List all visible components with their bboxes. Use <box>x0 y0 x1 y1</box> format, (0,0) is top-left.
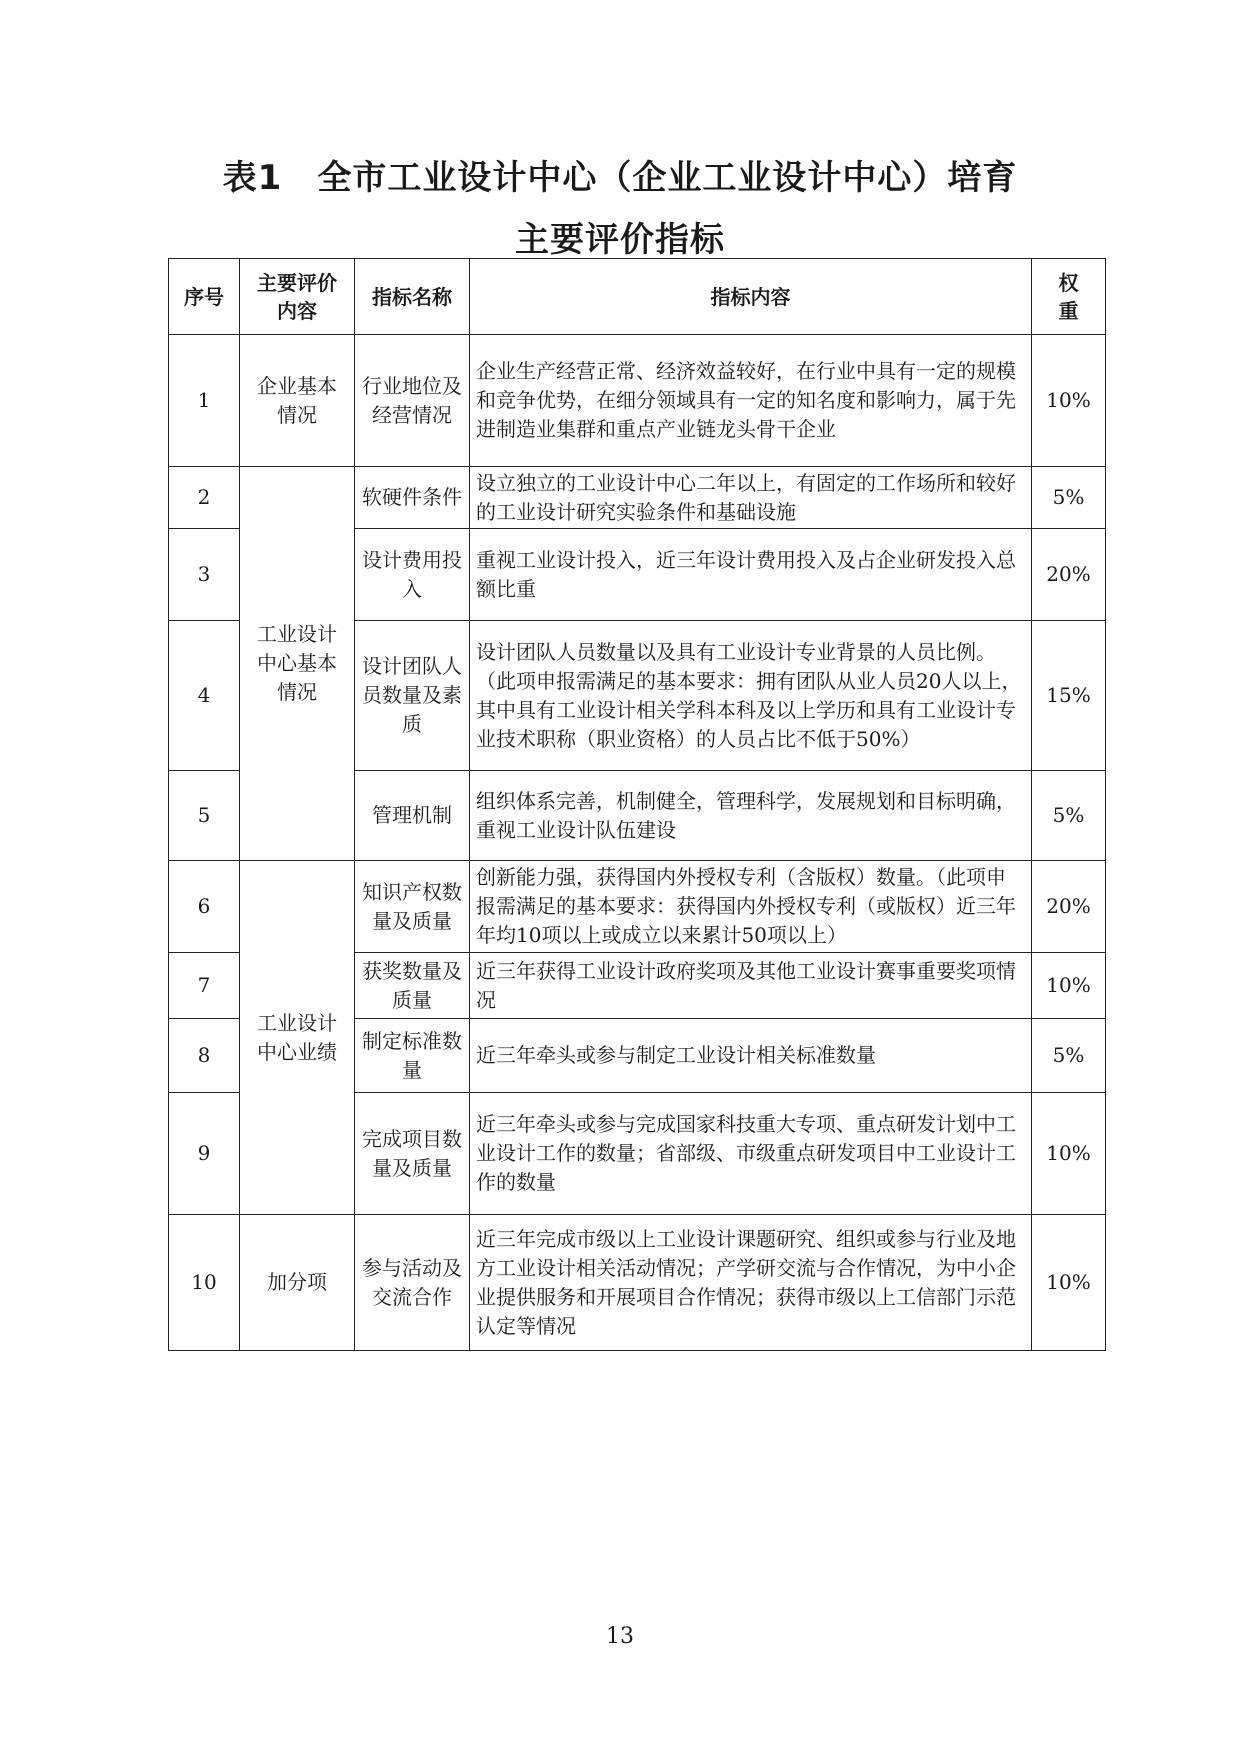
row-seq: 2 <box>169 467 240 529</box>
row-seq: 7 <box>169 953 240 1019</box>
table-row <box>169 467 1106 529</box>
row-weight: 10% <box>1032 1215 1106 1351</box>
table-title-line-2: 主要评价指标 <box>515 220 725 260</box>
row-weight: 10% <box>1032 1093 1106 1215</box>
row-weight: 20% <box>1032 861 1106 953</box>
row-indicator-name: 管理机制 <box>355 771 470 861</box>
row-indicator-content: 重视工业设计投入，近三年设计费用投入及占企业研发投入总额比重 <box>470 529 1032 621</box>
row-seq: 6 <box>169 861 240 953</box>
row-indicator-name: 完成项目数量及质量 <box>355 1093 470 1215</box>
row-weight: 15% <box>1032 621 1106 771</box>
row-indicator-content: 创新能力强，获得国内外授权专利（含版权）数量。（此项申报需满足的基本要求：获得国内外授权专利（或版权）近三年年均10项以上或成立以来累计50项以上） <box>470 861 1032 953</box>
row-category: 工业设计中心业绩 <box>240 861 355 1215</box>
header-seq: 序号 <box>169 259 240 335</box>
row-indicator-name: 制定标准数量 <box>355 1019 470 1093</box>
row-indicator-name: 参与活动及交流合作 <box>355 1215 470 1351</box>
row-indicator-name: 软硬件条件 <box>355 467 470 529</box>
page-number: 13 <box>606 1624 634 1649</box>
header-weight <box>1032 259 1106 335</box>
row-weight: 5% <box>1032 467 1106 529</box>
evaluation-indicator-table <box>168 258 1106 1351</box>
row-indicator-content: 近三年牵头或参与完成国家科技重大专项、重点研发计划中工业设计工作的数量；省部级、市级重点研发项目中工业设计工作的数量 <box>470 1093 1032 1215</box>
row-category: 企业基本情况 <box>240 335 355 467</box>
row-indicator-name: 设计费用投入 <box>355 529 470 621</box>
row-seq: 10 <box>169 1215 240 1351</box>
row-seq: 1 <box>169 335 240 467</box>
row-category: 工业设计中心基本情况 <box>240 467 355 861</box>
row-weight: 20% <box>1032 529 1106 621</box>
table-row <box>169 335 1106 467</box>
row-seq: 5 <box>169 771 240 861</box>
row-category: 加分项 <box>240 1215 355 1351</box>
row-seq: 3 <box>169 529 240 621</box>
row-weight: 10% <box>1032 335 1106 467</box>
row-indicator-content: 设计团队人员数量以及具有工业设计专业背景的人员比例。（此项申报需满足的基本要求：拥有团队从业人员20人以上，其中具有工业设计相关学科本科及以上学历和具有工业设计专业技术职称（职业资格）的人员占比不低于50%） <box>470 621 1032 771</box>
table-row <box>169 861 1106 953</box>
header-weight-text: 权重 <box>1058 270 1079 323</box>
row-indicator-name: 获奖数量及质量 <box>355 953 470 1019</box>
row-seq: 4 <box>169 621 240 771</box>
header-category-text: 主要评价内容 <box>257 270 337 323</box>
row-indicator-content: 组织体系完善，机制健全，管理科学，发展规划和目标明确，重视工业设计队伍建设 <box>470 771 1032 861</box>
row-indicator-name: 设计团队人员数量及素质 <box>355 621 470 771</box>
table-row <box>169 1215 1106 1351</box>
row-weight: 10% <box>1032 953 1106 1019</box>
row-indicator-content: 设立独立的工业设计中心二年以上，有固定的工作场所和较好的工业设计研究实验条件和基础设施 <box>470 467 1032 529</box>
row-indicator-content: 近三年获得工业设计政府奖项及其他工业设计赛事重要奖项情况 <box>470 953 1032 1019</box>
table-title-line-1: 表1 全市工业设计中心（企业工业设计中心）培育 <box>222 158 1018 198</box>
row-seq: 9 <box>169 1093 240 1215</box>
row-indicator-name: 知识产权数量及质量 <box>355 861 470 953</box>
row-weight: 5% <box>1032 1019 1106 1093</box>
header-category <box>240 259 355 335</box>
row-seq: 8 <box>169 1019 240 1093</box>
row-indicator-content: 近三年牵头或参与制定工业设计相关标准数量 <box>470 1019 1032 1093</box>
row-indicator-content: 企业生产经营正常、经济效益较好，在行业中具有一定的规模和竞争优势，在细分领域具有一定的知名度和影响力，属于先进制造业集群和重点产业链龙头骨干企业 <box>470 335 1032 467</box>
row-indicator-name: 行业地位及经营情况 <box>355 335 470 467</box>
header-indicator-content: 指标内容 <box>470 259 1032 335</box>
row-weight: 5% <box>1032 771 1106 861</box>
row-indicator-content: 近三年完成市级以上工业设计课题研究、组织或参与行业及地方工业设计相关活动情况；产学研交流与合作情况，为中小企业提供服务和开展项目合作情况；获得市级以上工信部门示范认定等情况 <box>470 1215 1032 1351</box>
header-indicator-name: 指标名称 <box>355 259 470 335</box>
